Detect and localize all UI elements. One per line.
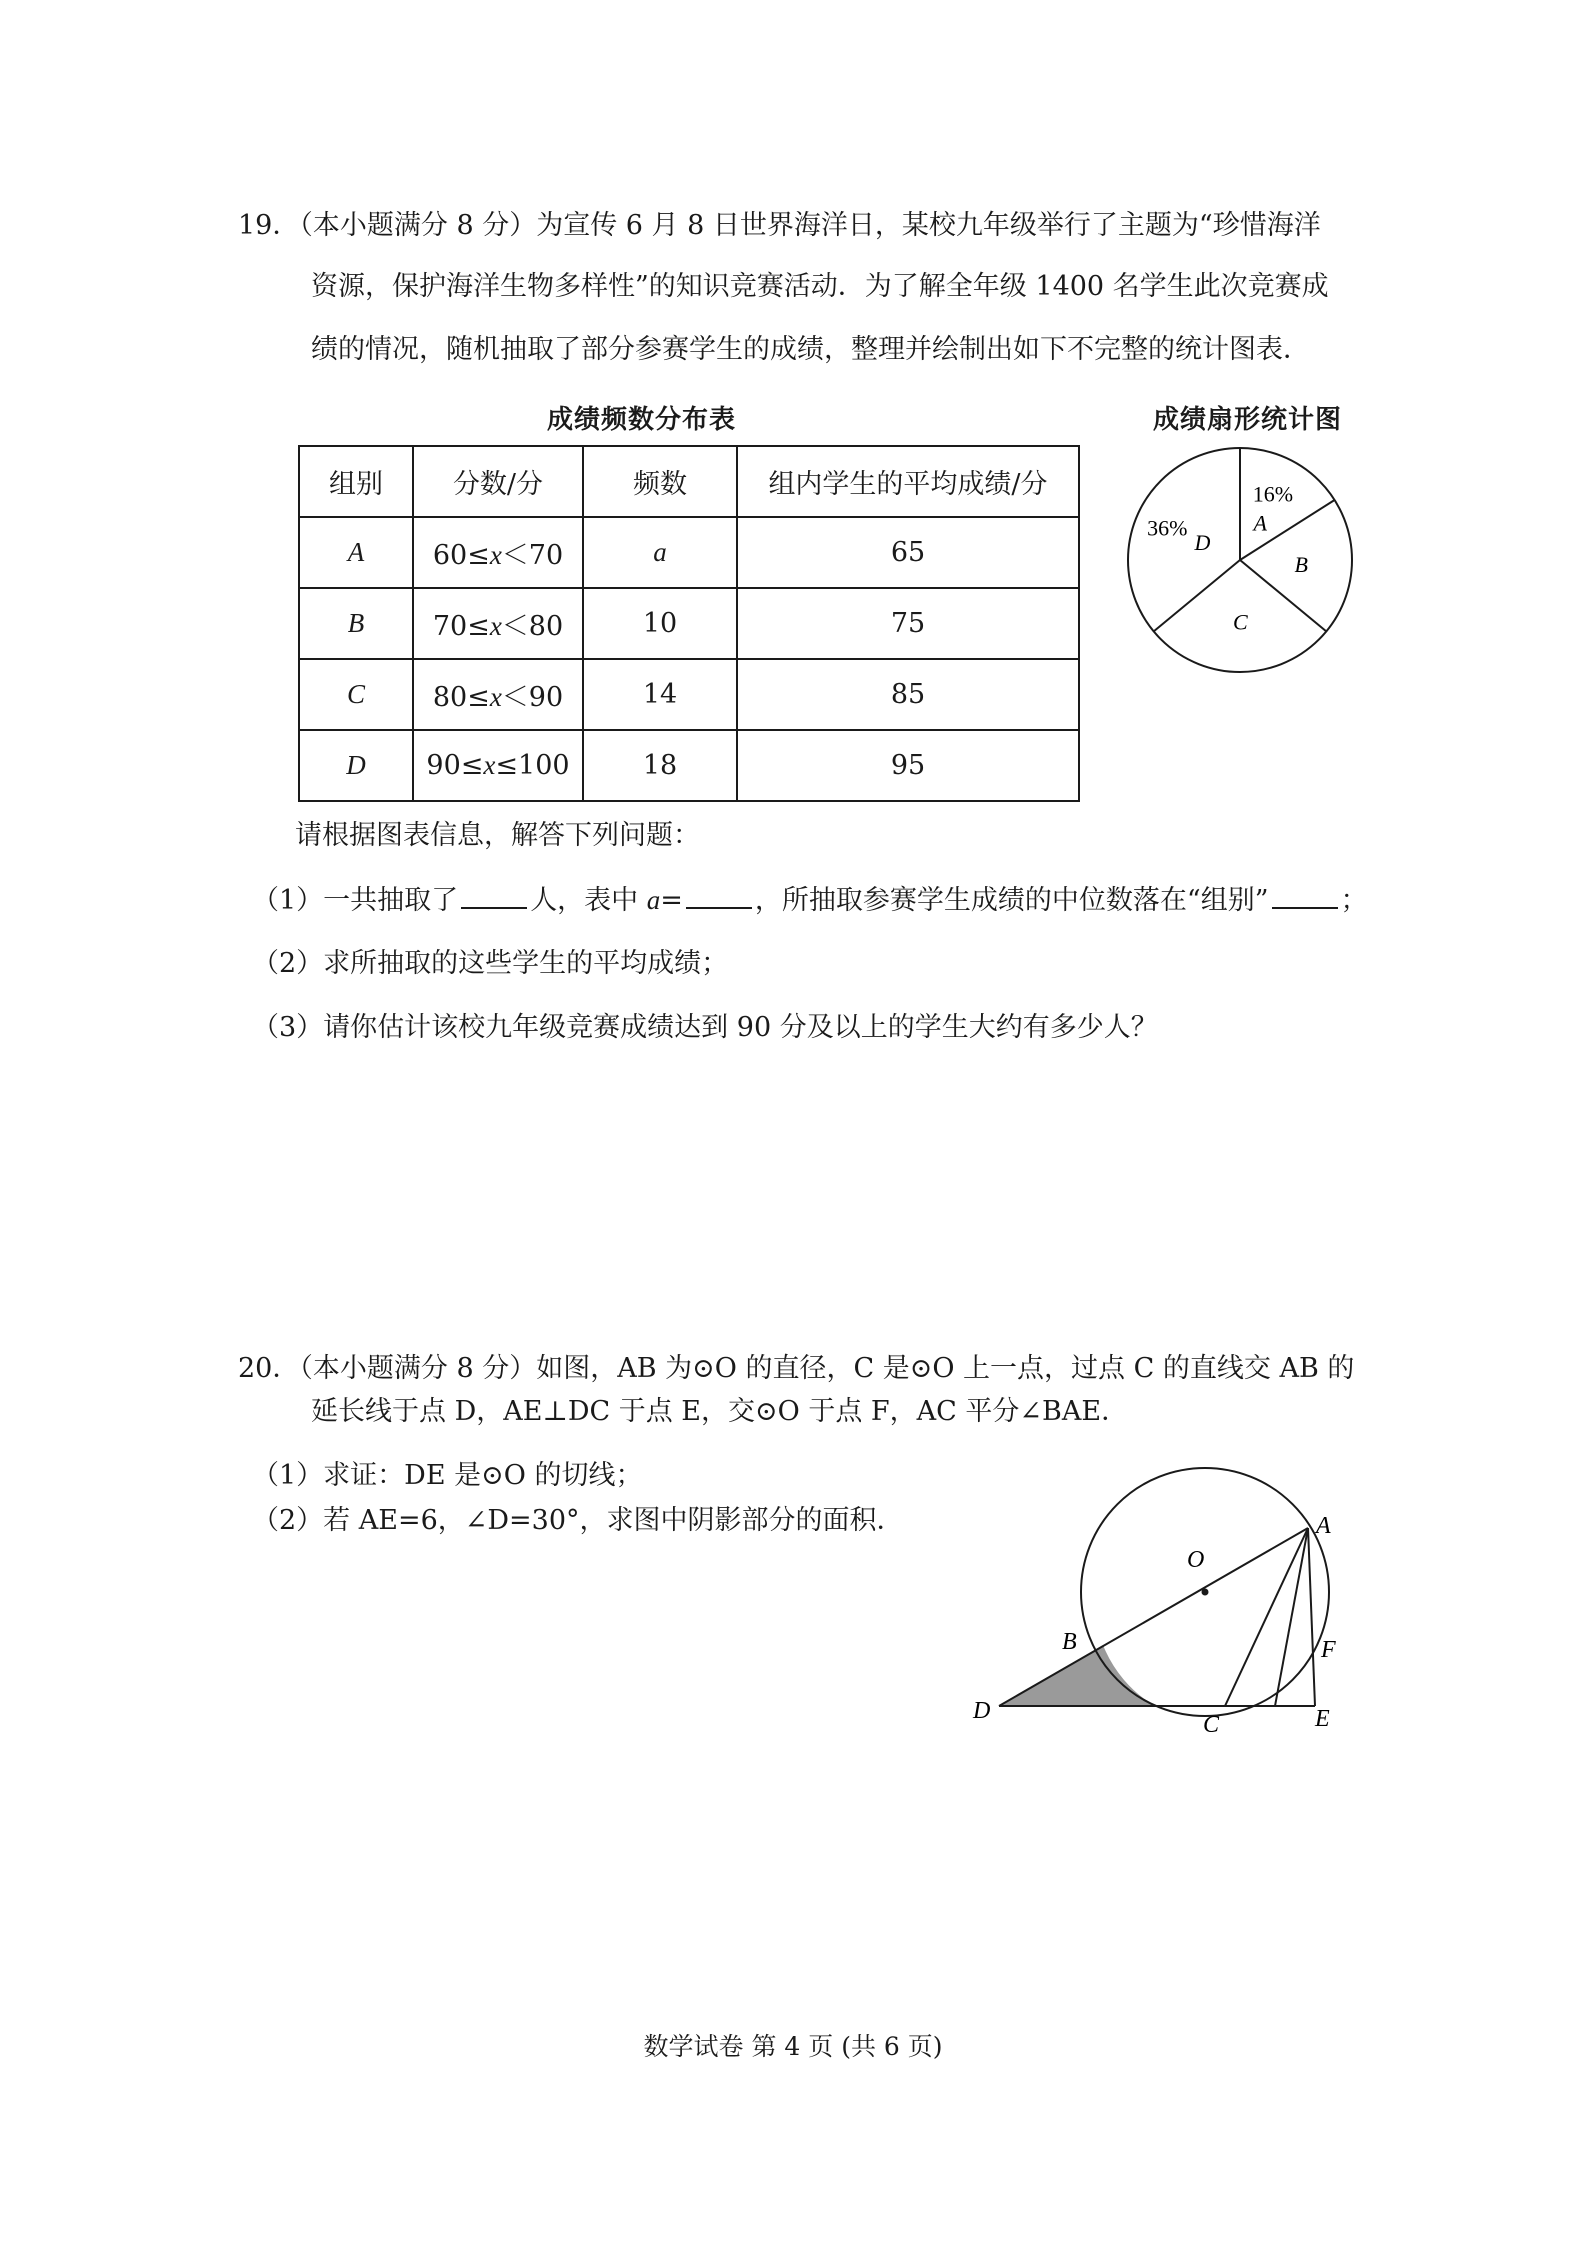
q19-text-1: （本小题满分 8 分）为宣传 6 月 8 日世界海洋日，某校九年级举行了主题为“珍惜海洋 (299, 210, 1321, 241)
label-d: D (973, 1698, 991, 1724)
pie-slice-boundary (1240, 560, 1326, 631)
table-cell-avg: 95 (737, 730, 1079, 801)
q19-line-3: 绩的情况，随机抽取了部分参赛学生的成绩，整理并绘制出如下不完整的统计图表． (311, 334, 1310, 365)
q19-number: 19． (238, 210, 300, 241)
table-row (299, 659, 1079, 730)
q19-part-3: （3）请你估计该校九年级竞赛成绩达到 90 分及以上的学生大约有多少人？ (252, 1012, 1158, 1043)
table-header: 组内学生的平均成绩/分 (737, 446, 1079, 517)
table-cell-range: 70≤x＜80 (413, 588, 583, 659)
table-row (299, 517, 1079, 588)
table-cell-group: C (299, 659, 413, 730)
table-header-row (299, 446, 1079, 517)
q20-text-1: （本小题满分 8 分）如图，AB 为⊙O 的直径，C 是⊙O 上一点，过点 C 的直线交 AB 的 (299, 1353, 1355, 1384)
pie-slice-label: C (1233, 609, 1248, 635)
label-b: B (1062, 1629, 1077, 1655)
segment-ae (1308, 1528, 1315, 1706)
q20-number: 20． (238, 1353, 300, 1384)
segment-ac (1225, 1528, 1308, 1706)
table-cell-group: A (299, 517, 413, 588)
q20-part-2: （2）若 AE=6，∠D=30°，求图中阴影部分的面积． (252, 1505, 904, 1536)
center-point (1202, 1589, 1209, 1596)
label-e: E (1315, 1706, 1330, 1732)
label-c: C (1203, 1712, 1220, 1738)
table-title: 成绩频数分布表 (547, 405, 737, 435)
pie-chart-title: 成绩扇形统计图 (1153, 405, 1343, 435)
q19-line-2: 资源，保护海洋生物多样性”的知识竞赛活动．为了解全年级 1400 名学生此次竞赛成 (311, 271, 1329, 302)
q20-line-1 (238, 1355, 1354, 1382)
table-cell-group: B (299, 588, 413, 659)
table-cell-freq: a (583, 517, 737, 588)
q19-part-2: （2）求所抽取的这些学生的平均成绩； (252, 948, 729, 979)
table-cell-range: 60≤x＜70 (413, 517, 583, 588)
table-cell-range: 90≤x≤100 (413, 730, 583, 801)
label-o: O (1187, 1547, 1205, 1573)
shaded-region (999, 1645, 1155, 1706)
pie-slice-label: B (1294, 551, 1308, 577)
answer-blank[interactable] (686, 887, 752, 909)
q19-part-1: （1）一共抽取了 人，表中 a= ，所抽取参赛学生成绩的中位数落在“组别” ； (252, 885, 1368, 916)
table-cell-avg: 75 (737, 588, 1079, 659)
table-row (299, 588, 1079, 659)
table-cell-freq: 10 (583, 588, 737, 659)
q19-intro: 请根据图表信息，解答下列问题： (295, 820, 700, 851)
q20-line-2: 延长线于点 D，AE⊥DC 于点 E，交⊙O 于点 F，AC 平分∠BAE． (311, 1396, 1129, 1427)
table-cell-range: 80≤x＜90 (413, 659, 583, 730)
pie-percent-label: 36% (1147, 515, 1188, 541)
table-cell-freq: 18 (583, 730, 737, 801)
pie-percent-label: 16% (1252, 481, 1294, 507)
label-f: F (1321, 1637, 1336, 1663)
geometry-figure (955, 1450, 1355, 1750)
table-header: 组别 (299, 446, 413, 517)
segment-da (999, 1528, 1308, 1706)
answer-blank[interactable] (1272, 887, 1338, 909)
q20-part-1: （1）求证：DE 是⊙O 的切线； (252, 1460, 643, 1491)
q19-line-1 (238, 212, 1321, 239)
table-cell-avg: 85 (737, 659, 1079, 730)
segment-af (1275, 1528, 1308, 1706)
table-cell-freq: 14 (583, 659, 737, 730)
table-cell-avg: 65 (737, 517, 1079, 588)
pie-slice-boundary (1154, 560, 1240, 631)
pie-slice-label: D (1194, 529, 1211, 555)
table-row (299, 730, 1079, 801)
table-cell-group: D (299, 730, 413, 801)
pie-chart (1120, 440, 1360, 680)
table-header: 分数/分 (413, 446, 583, 517)
frequency-table (298, 445, 1080, 802)
page-footer: 数学试卷 第 4 页 (共 6 页) (643, 2032, 943, 2061)
label-a: A (1316, 1513, 1331, 1539)
answer-blank[interactable] (461, 887, 527, 909)
table-header: 频数 (583, 446, 737, 517)
pie-slice-label: A (1253, 510, 1267, 536)
